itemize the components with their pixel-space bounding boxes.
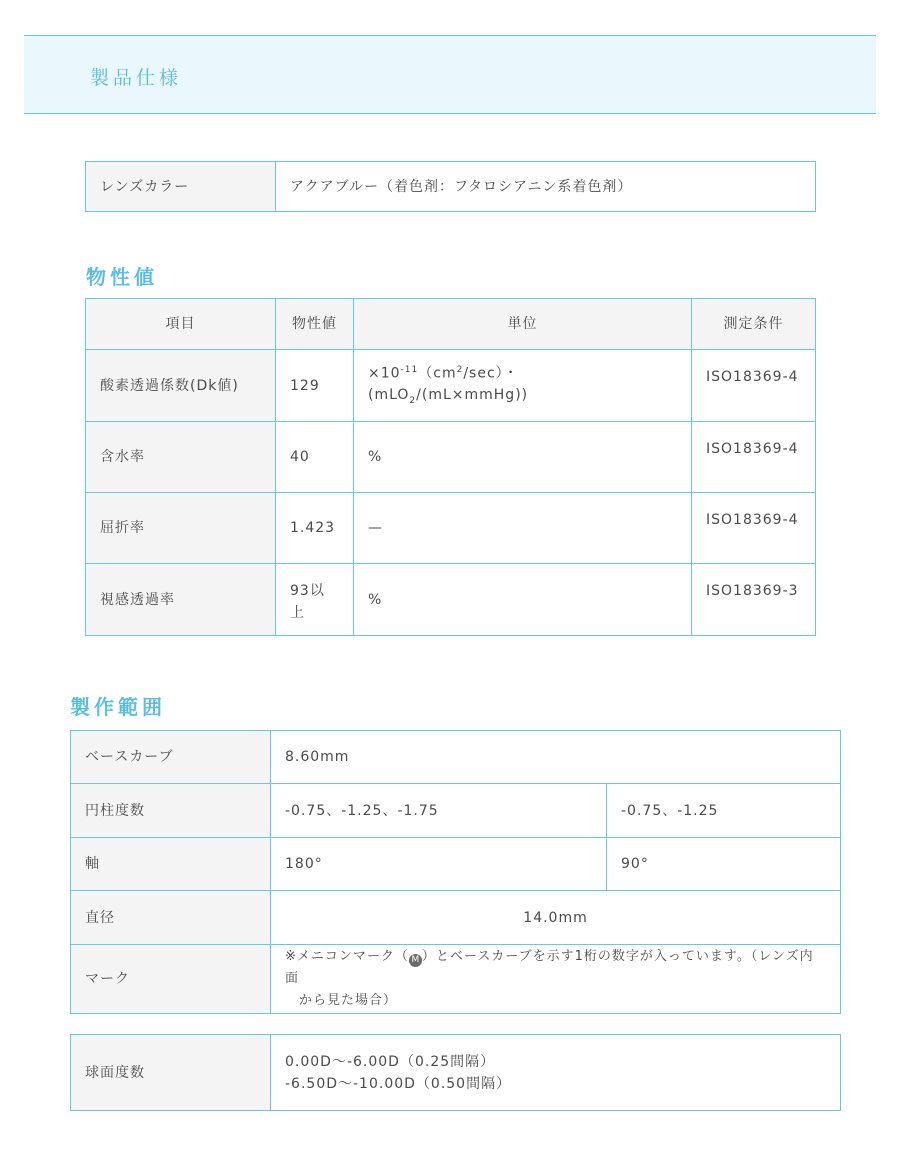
unit-sup: -11: [400, 364, 419, 375]
table-row: [71, 891, 841, 945]
physical-table: [85, 298, 816, 636]
axis-value-2: 90°: [607, 838, 841, 891]
sphere-table: [70, 1034, 841, 1111]
table-row: [71, 784, 841, 838]
col-header-unit: 単位: [354, 299, 692, 350]
base-curve-label: ベースカーブ: [71, 731, 271, 784]
range-table: [70, 730, 841, 1014]
mark-text: ※メニコンマーク（: [285, 949, 409, 964]
row-value: 40: [276, 422, 354, 493]
sphere-value: [271, 1035, 841, 1111]
table-row: [71, 731, 841, 784]
row-item: 酸素透過係数(Dk値): [86, 350, 276, 422]
mark-text: ）とベースカーブを示す1桁の数字が入っています。（レンズ内面: [285, 949, 814, 986]
physical-heading: 物性値: [86, 265, 158, 289]
unit-text: (mLO: [368, 387, 410, 404]
unit-text: /(mL×mmHg)): [416, 387, 529, 404]
lens-color-value: アクアブルー（着色剤：フタロシアニン系着色剤）: [276, 162, 816, 212]
row-condition: ISO18369-3: [692, 564, 816, 636]
unit-text: ×10: [368, 365, 401, 382]
col-header-value: 物性値: [276, 299, 354, 350]
row-value: 1.423: [276, 493, 354, 564]
row-item: 屈折率: [86, 493, 276, 564]
table-row: [71, 945, 841, 1014]
row-unit: [354, 350, 692, 422]
row-condition: ISO18369-4: [692, 493, 816, 564]
row-unit: —: [354, 493, 692, 564]
diameter-label: 直径: [71, 891, 271, 945]
unit-text: /sec）・: [463, 365, 519, 382]
lens-color-label: レンズカラー: [86, 162, 276, 212]
table-row: [86, 422, 816, 493]
sphere-line: 0.00D〜-6.00D（0.25間隔）: [285, 1053, 496, 1070]
table-row: [86, 493, 816, 564]
row-value: 93以上: [276, 564, 354, 636]
cylinder-value-2: -0.75、-1.25: [607, 784, 841, 838]
unit-sup: 2: [456, 364, 464, 375]
range-heading: 製作範囲: [70, 695, 166, 719]
cylinder-value-1: -0.75、-1.25、-1.75: [271, 784, 607, 838]
mark-text: から見た場合）: [299, 993, 398, 1008]
table-header-row: [86, 299, 816, 350]
row-condition: ISO18369-4: [692, 350, 816, 422]
unit-sub: 2: [409, 396, 417, 407]
row-unit: %: [354, 564, 692, 636]
menicon-logo-icon: M: [409, 954, 422, 967]
base-curve-value: 8.60mm: [271, 731, 841, 784]
sphere-label: 球面度数: [71, 1035, 271, 1111]
row-item: 含水率: [86, 422, 276, 493]
table-row: [71, 1035, 841, 1111]
col-header-condition: 測定条件: [692, 299, 816, 350]
axis-label: 軸: [71, 838, 271, 891]
row-unit: %: [354, 422, 692, 493]
lens-color-table: [85, 161, 816, 212]
cylinder-label: 円柱度数: [71, 784, 271, 838]
page-title: 製品仕様: [90, 67, 183, 89]
table-row: [71, 838, 841, 891]
axis-value-1: 180°: [271, 838, 607, 891]
sphere-line: -6.50D〜-10.00D（0.50間隔）: [285, 1075, 512, 1092]
diameter-value: 14.0mm: [271, 891, 841, 945]
row-value: 129: [276, 350, 354, 422]
table-row: [86, 564, 816, 636]
unit-text: （cm: [418, 365, 457, 382]
col-header-item: 項目: [86, 299, 276, 350]
table-row: [86, 350, 816, 422]
page-header: [24, 35, 876, 114]
row-condition: ISO18369-4: [692, 422, 816, 493]
mark-label: マーク: [71, 945, 271, 1014]
mark-note: [271, 945, 841, 1014]
table-row: [86, 162, 816, 212]
row-item: 視感透過率: [86, 564, 276, 636]
